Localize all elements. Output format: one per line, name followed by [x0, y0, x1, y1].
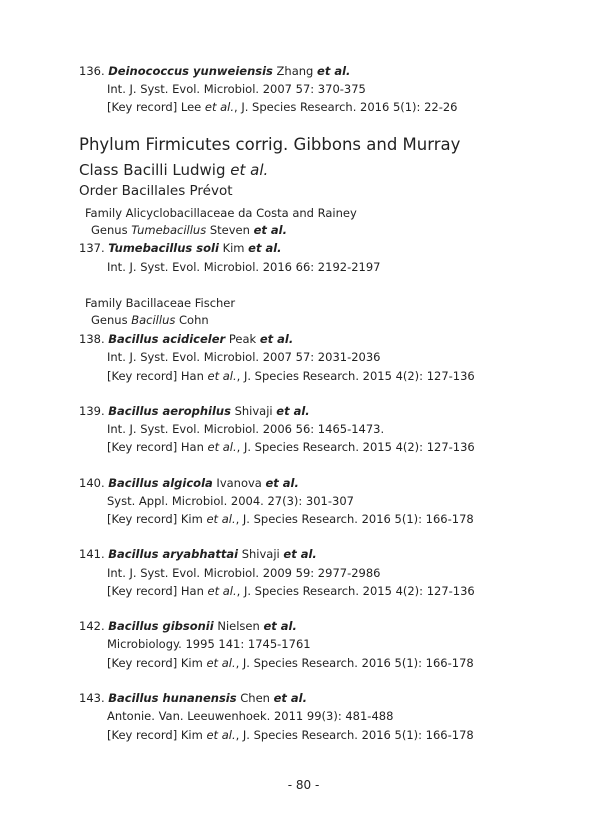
- species-name: Bacillus aryabhattai: [108, 547, 239, 561]
- et-al: et al.: [259, 332, 294, 346]
- et-al: et al.: [248, 241, 282, 255]
- et-al: et al.: [206, 512, 236, 526]
- et-al: et al.: [204, 100, 235, 114]
- et-al: et al.: [276, 404, 310, 418]
- key-record-prefix: [Key record] Kim: [107, 728, 207, 742]
- author-name: Shivaji: [241, 547, 280, 561]
- entry-136-citation: Int. J. Syst. Evol. Microbiol. 2007 57: 370-375: [107, 82, 366, 96]
- order-heading: Order Bacillales Prévot: [79, 183, 233, 199]
- et-al: et al.: [263, 619, 297, 633]
- class-heading: [79, 161, 268, 179]
- author-name: Zhang: [276, 64, 314, 78]
- author-name: Chen: [240, 691, 270, 705]
- entry-142-citation: Microbiology. 1995 141: 1745-1761: [107, 637, 311, 651]
- species-name: Bacillus aerophilus: [108, 404, 231, 418]
- key-record-suffix: , J. Species Research. 2016 5(1): 166-178: [235, 656, 474, 670]
- et-al: et al.: [206, 728, 236, 742]
- page-number: - 80 -: [287, 778, 320, 792]
- entry-138-citation: Int. J. Syst. Evol. Microbiol. 2007 57: 2031-2036: [107, 350, 381, 364]
- et-al: et al.: [230, 161, 269, 179]
- author-name: Nielsen: [217, 619, 260, 633]
- key-record-suffix: , J. Species Research. 2015 4(2): 127-136: [236, 584, 475, 598]
- key-record-suffix: , J. Species Research. 2016 5(1): 166-178: [235, 512, 474, 526]
- genus-author: Cohn: [175, 313, 209, 327]
- genus-label: Genus: [91, 313, 132, 327]
- species-name: Bacillus algicola: [108, 476, 213, 490]
- phylum-heading: Phylum Firmicutes corrig. Gibbons and Murray: [79, 135, 461, 154]
- entry-143-title: [79, 691, 307, 705]
- entry-140-citation: Syst. Appl. Microbiol. 2004. 27(3): 301-307: [107, 494, 354, 508]
- species-name: Tumebacillus soli: [108, 241, 219, 255]
- species-name: Bacillus hunanensis: [108, 691, 237, 705]
- et-al: et al.: [207, 584, 237, 598]
- entry-number: 143.: [79, 691, 105, 705]
- entry-141-title: [79, 547, 317, 561]
- entry-140-title: [79, 476, 299, 490]
- author-name: Peak: [228, 332, 257, 346]
- author-name: Kim: [222, 241, 245, 255]
- key-record-suffix: , J. Species Research. 2015 4(2): 127-136: [236, 369, 475, 383]
- author-name: Ivanova: [216, 476, 262, 490]
- entry-138-title: [79, 332, 293, 346]
- entry-138-key-record: [107, 369, 475, 383]
- key-record-suffix: , J. Species Research. 2016 5(1): 166-178: [235, 728, 474, 742]
- species-name: Deinococcus yunweiensis: [108, 64, 273, 78]
- et-al: et al.: [283, 547, 317, 561]
- genus-name: Bacillus: [131, 313, 176, 327]
- entry-number: 138.: [79, 332, 105, 346]
- key-record-prefix: [Key record] Kim: [107, 512, 207, 526]
- entry-number: 137.: [79, 241, 105, 255]
- et-al: et al.: [265, 476, 299, 490]
- entry-139-title: [79, 404, 310, 418]
- genus-heading-tumebacillus: [91, 223, 287, 237]
- et-al: et al.: [273, 691, 307, 705]
- entry-136-key-record: [107, 100, 458, 114]
- entry-136-title: [79, 64, 350, 78]
- genus-heading-bacillus: [91, 313, 209, 327]
- entry-142-key-record: [107, 656, 474, 670]
- key-record-prefix: [Key record] Han: [107, 369, 208, 383]
- key-record-suffix: , J. Species Research. 2015 4(2): 127-136: [236, 440, 475, 454]
- class-heading-text: Class Bacilli Ludwig: [79, 161, 231, 179]
- et-al: et al.: [317, 64, 351, 78]
- entry-143-citation: Antonie. Van. Leeuwenhoek. 2011 99(3): 481-488: [107, 709, 394, 723]
- et-al: et al.: [207, 440, 237, 454]
- entry-number: 139.: [79, 404, 105, 418]
- key-record-prefix: [Key record] Han: [107, 584, 208, 598]
- entry-number: 141.: [79, 547, 105, 561]
- species-name: Bacillus gibsonii: [108, 619, 214, 633]
- entry-number: 142.: [79, 619, 105, 633]
- entry-137-citation: Int. J. Syst. Evol. Microbiol. 2016 66: 2192-2197: [107, 260, 381, 274]
- et-al: et al.: [253, 223, 287, 237]
- entry-140-key-record: [107, 512, 474, 526]
- entry-number: 140.: [79, 476, 105, 490]
- entry-number: 136.: [79, 64, 105, 78]
- entry-143-key-record: [107, 728, 474, 742]
- entry-142-title: [79, 619, 297, 633]
- entry-141-key-record: [107, 584, 475, 598]
- family-heading-alicyclobacillaceae: Family Alicyclobacillaceae da Costa and Rainey: [85, 206, 357, 220]
- species-name: Bacillus acidiceler: [108, 332, 226, 346]
- entry-139-key-record: [107, 440, 475, 454]
- key-record-prefix: [Key record] Lee: [107, 100, 205, 114]
- et-al: et al.: [207, 369, 237, 383]
- key-record-prefix: [Key record] Han: [107, 440, 208, 454]
- genus-author: Steven: [206, 223, 254, 237]
- entry-139-citation: Int. J. Syst. Evol. Microbiol. 2006 56: 1465-1473.: [107, 422, 385, 436]
- author-name: Shivaji: [234, 404, 273, 418]
- key-record-suffix: , J. Species Research. 2016 5(1): 22-26: [234, 100, 458, 114]
- entry-137-title: [79, 241, 282, 255]
- family-heading-bacillaceae: Family Bacillaceae Fischer: [85, 296, 236, 310]
- genus-label: Genus: [91, 223, 132, 237]
- genus-name: Tumebacillus: [131, 223, 207, 237]
- entry-141-citation: Int. J. Syst. Evol. Microbiol. 2009 59: 2977-2986: [107, 566, 381, 580]
- et-al: et al.: [206, 656, 236, 670]
- key-record-prefix: [Key record] Kim: [107, 656, 207, 670]
